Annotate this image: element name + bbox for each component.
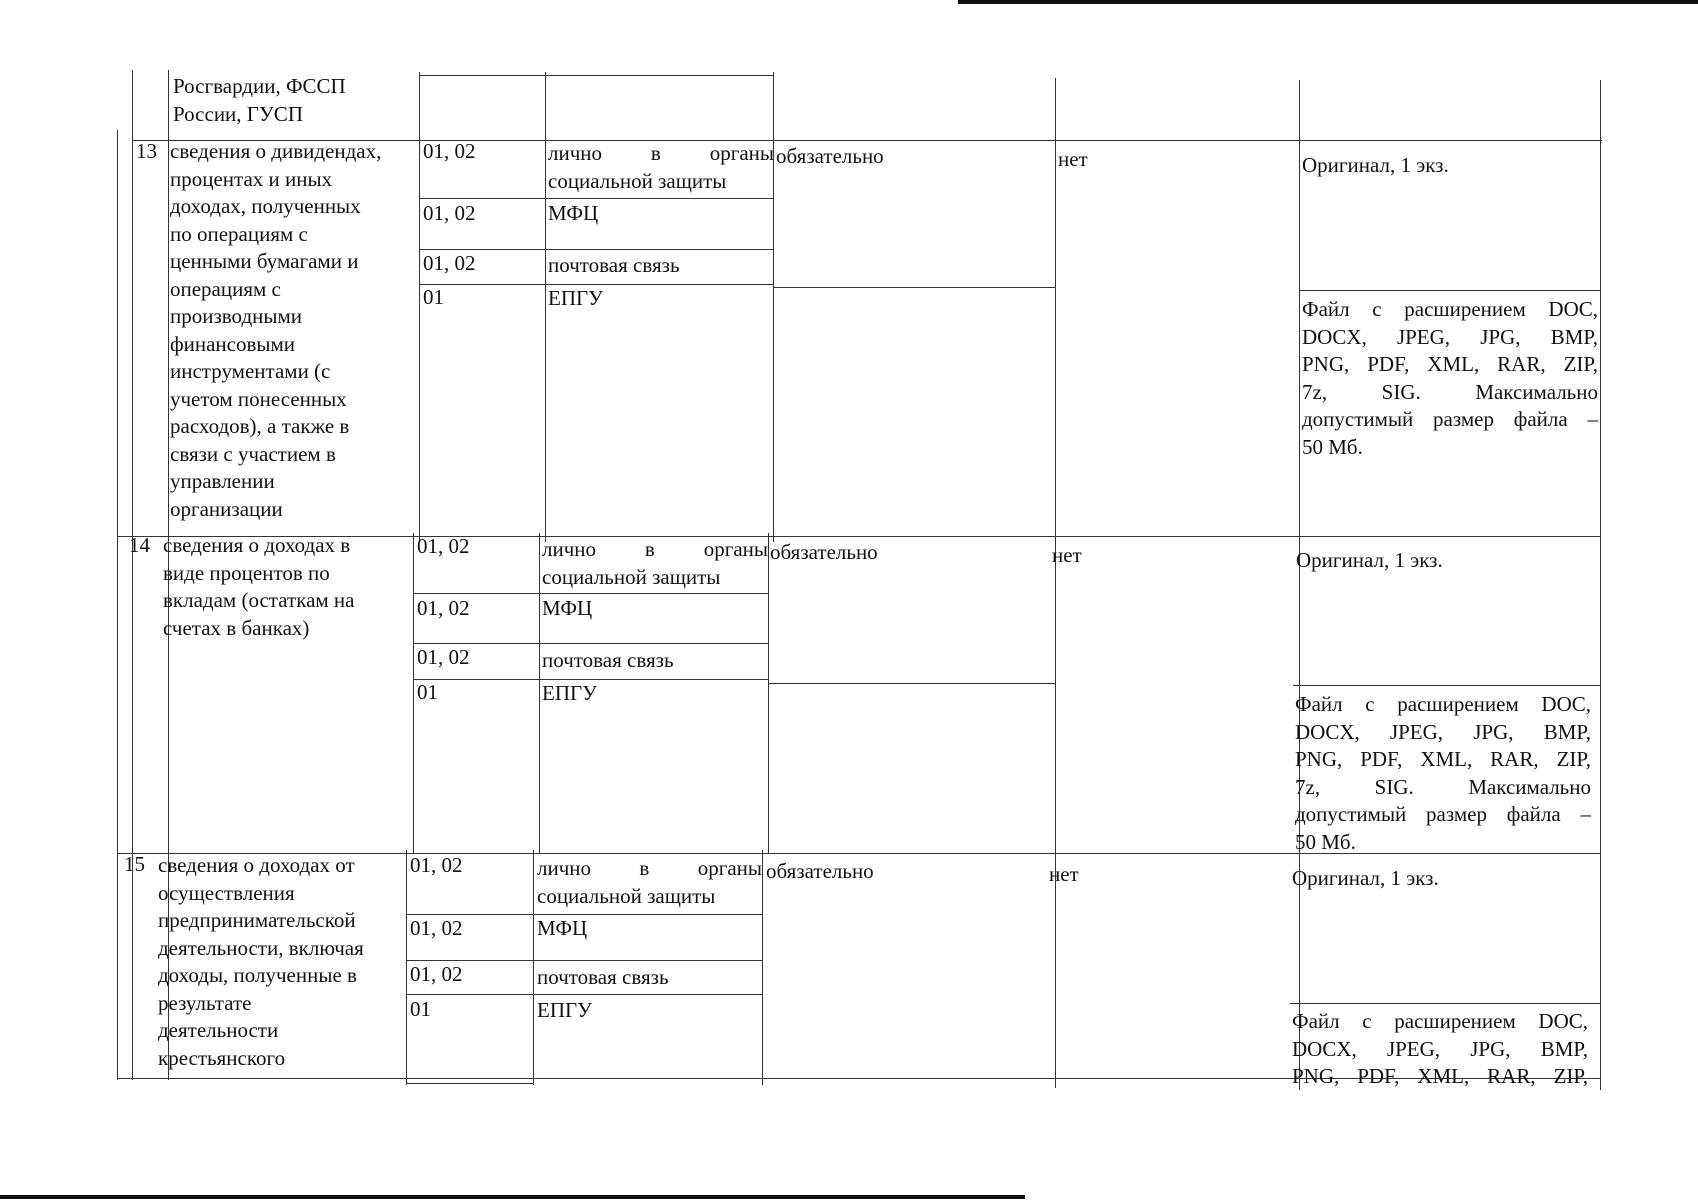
- name-line: деятельности, включая: [158, 935, 364, 960]
- name-line: России, ГУСП: [173, 101, 303, 126]
- original-note: Оригинал, 1 экз.: [1292, 866, 1439, 890]
- name-line: доходах, полученных: [170, 194, 361, 218]
- method-channel: [548, 140, 774, 195]
- original-note: Оригинал, 1 экз.: [1302, 153, 1449, 177]
- name-line: крестьянского: [158, 1045, 286, 1070]
- channel-word: органы: [709, 141, 774, 165]
- name-line: деятельности: [158, 1018, 279, 1042]
- channel-word: в: [650, 141, 661, 165]
- name-line: процентах и иных: [170, 166, 333, 191]
- file-requirements: [1292, 1008, 1588, 1091]
- name-line: учетом понесенных: [170, 386, 347, 411]
- name-line: вкладам (остаткам на: [163, 588, 355, 612]
- grid-line: [406, 1083, 533, 1084]
- name-line: доходы, полученные в: [158, 963, 357, 987]
- file-line: PNG, PDF, XML, RAR, ZIP,: [1302, 352, 1598, 376]
- method-channel: ЕПГУ: [548, 286, 604, 310]
- name-line: расходов), а также в: [170, 414, 350, 438]
- method-channel: ЕПГУ: [537, 998, 593, 1022]
- method-code: 01, 02: [423, 201, 476, 225]
- name-line: ценными бумагами и: [170, 249, 359, 273]
- channel-word: лично: [548, 141, 603, 165]
- grid-line: [774, 287, 1055, 288]
- name-line: связи с участием в: [170, 441, 336, 466]
- file-line: PNG, PDF, XML, RAR, ZIP,: [1292, 1064, 1588, 1088]
- file-line: Файл с расширением DOC,: [1295, 692, 1591, 716]
- method-channel: ЕПГУ: [542, 681, 598, 705]
- row-number: 13: [136, 139, 157, 163]
- file-line: 7z, SIG. Максимально: [1295, 774, 1591, 799]
- row-number: 14: [129, 533, 150, 557]
- row-name-fragment: [173, 73, 346, 128]
- method-code: 01, 02: [417, 645, 470, 669]
- grid-line: [419, 198, 774, 199]
- name-line: сведения о доходах в: [163, 533, 351, 557]
- grid-line: [1290, 1003, 1600, 1004]
- file-line: 50 Мб.: [1302, 434, 1363, 459]
- grid-line: [1299, 80, 1300, 1090]
- grid-line: [1299, 290, 1600, 291]
- name-line: производными: [170, 304, 302, 328]
- file-line: 50 Мб.: [1295, 829, 1356, 854]
- name-line: результате: [158, 990, 252, 1015]
- file-line: допустимый размер файла –: [1302, 407, 1598, 431]
- channel-word: органы: [703, 537, 768, 561]
- method-channel: МФЦ: [542, 596, 593, 620]
- name-line: финансовыми: [170, 331, 296, 356]
- file-requirements: [1295, 691, 1591, 856]
- grid-line: [768, 683, 1055, 684]
- channel-word: лично: [537, 856, 592, 880]
- method-channel: МФЦ: [537, 916, 588, 940]
- flag-value: нет: [1052, 543, 1082, 567]
- required-status: обязательно: [770, 540, 878, 564]
- channel-line: социальной защиты: [542, 564, 721, 589]
- grid-line: [1055, 78, 1056, 1088]
- method-channel: почтовая связь: [542, 648, 674, 672]
- method-code: 01, 02: [417, 534, 470, 558]
- method-channel: [542, 536, 768, 591]
- file-line: Файл с расширением DOC,: [1292, 1009, 1588, 1033]
- original-note: Оригинал, 1 экз.: [1296, 548, 1443, 572]
- method-channel: МФЦ: [548, 201, 599, 225]
- row-name: [163, 532, 355, 642]
- channel-line: социальной защиты: [537, 883, 716, 908]
- method-channel: [537, 855, 762, 910]
- name-line: по операциям с: [170, 221, 308, 246]
- row-name: [158, 852, 364, 1072]
- grid-line: [533, 850, 534, 1085]
- grid-line: [539, 533, 540, 853]
- method-code: 01, 02: [410, 853, 463, 877]
- grid-line: [768, 533, 769, 853]
- grid-line: [419, 75, 774, 76]
- method-code: 01: [423, 285, 444, 309]
- method-channel: почтовая связь: [537, 965, 669, 989]
- name-line: Росгвардии, ФССП: [173, 74, 346, 98]
- required-status: обязательно: [766, 859, 874, 883]
- file-requirements: [1302, 296, 1598, 461]
- name-line: сведения о дивидендах,: [170, 139, 382, 163]
- grid-line: [406, 850, 407, 1085]
- grid-line: [545, 72, 546, 542]
- method-code: 01, 02: [417, 596, 470, 620]
- file-line: DOCX, JPEG, JPG, BMP,: [1295, 719, 1591, 744]
- grid-line: [1600, 80, 1601, 1090]
- channel-line: социальной защиты: [548, 168, 727, 193]
- name-line: сведения о доходах от: [158, 853, 355, 877]
- grid-line: [406, 994, 762, 995]
- required-status: обязательно: [776, 144, 884, 168]
- name-line: виде процентов по: [163, 560, 330, 585]
- name-line: управлении: [170, 469, 275, 493]
- file-line: допустимый размер файла –: [1295, 802, 1591, 826]
- file-line: PNG, PDF, XML, RAR, ZIP,: [1295, 747, 1591, 771]
- name-line: предпринимательской: [158, 908, 356, 932]
- grid-line: [132, 70, 133, 1080]
- grid-line: [413, 593, 768, 594]
- grid-line: [117, 130, 118, 1080]
- channel-word: в: [644, 537, 655, 561]
- channel-word: органы: [697, 856, 762, 880]
- flag-value: нет: [1049, 862, 1079, 886]
- method-code: 01, 02: [410, 916, 463, 940]
- grid-line: [413, 533, 414, 853]
- method-code: 01: [410, 997, 431, 1021]
- name-line: операциям с: [170, 276, 281, 301]
- grid-line: [419, 72, 420, 542]
- file-line: 7z, SIG. Максимально: [1302, 379, 1598, 404]
- method-channel: почтовая связь: [548, 253, 680, 277]
- row-number: 15: [124, 852, 145, 876]
- name-line: осуществления: [158, 880, 295, 905]
- method-code: 01, 02: [423, 139, 476, 163]
- file-line: DOCX, JPEG, JPG, BMP,: [1302, 324, 1598, 349]
- name-line: организации: [170, 496, 283, 521]
- file-line: Файл с расширением DOC,: [1302, 297, 1598, 321]
- grid-line: [1293, 685, 1600, 686]
- channel-word: в: [639, 856, 650, 880]
- grid-line: [762, 850, 763, 1085]
- name-line: инструментами (с: [170, 359, 331, 383]
- flag-value: нет: [1058, 147, 1088, 171]
- row-name: [170, 138, 381, 523]
- file-line: DOCX, JPEG, JPG, BMP,: [1292, 1036, 1588, 1061]
- method-code: 01, 02: [423, 251, 476, 275]
- name-line: счетах в банках): [163, 615, 310, 640]
- channel-word: лично: [542, 537, 597, 561]
- method-code: 01, 02: [410, 962, 463, 986]
- method-code: 01: [417, 680, 438, 704]
